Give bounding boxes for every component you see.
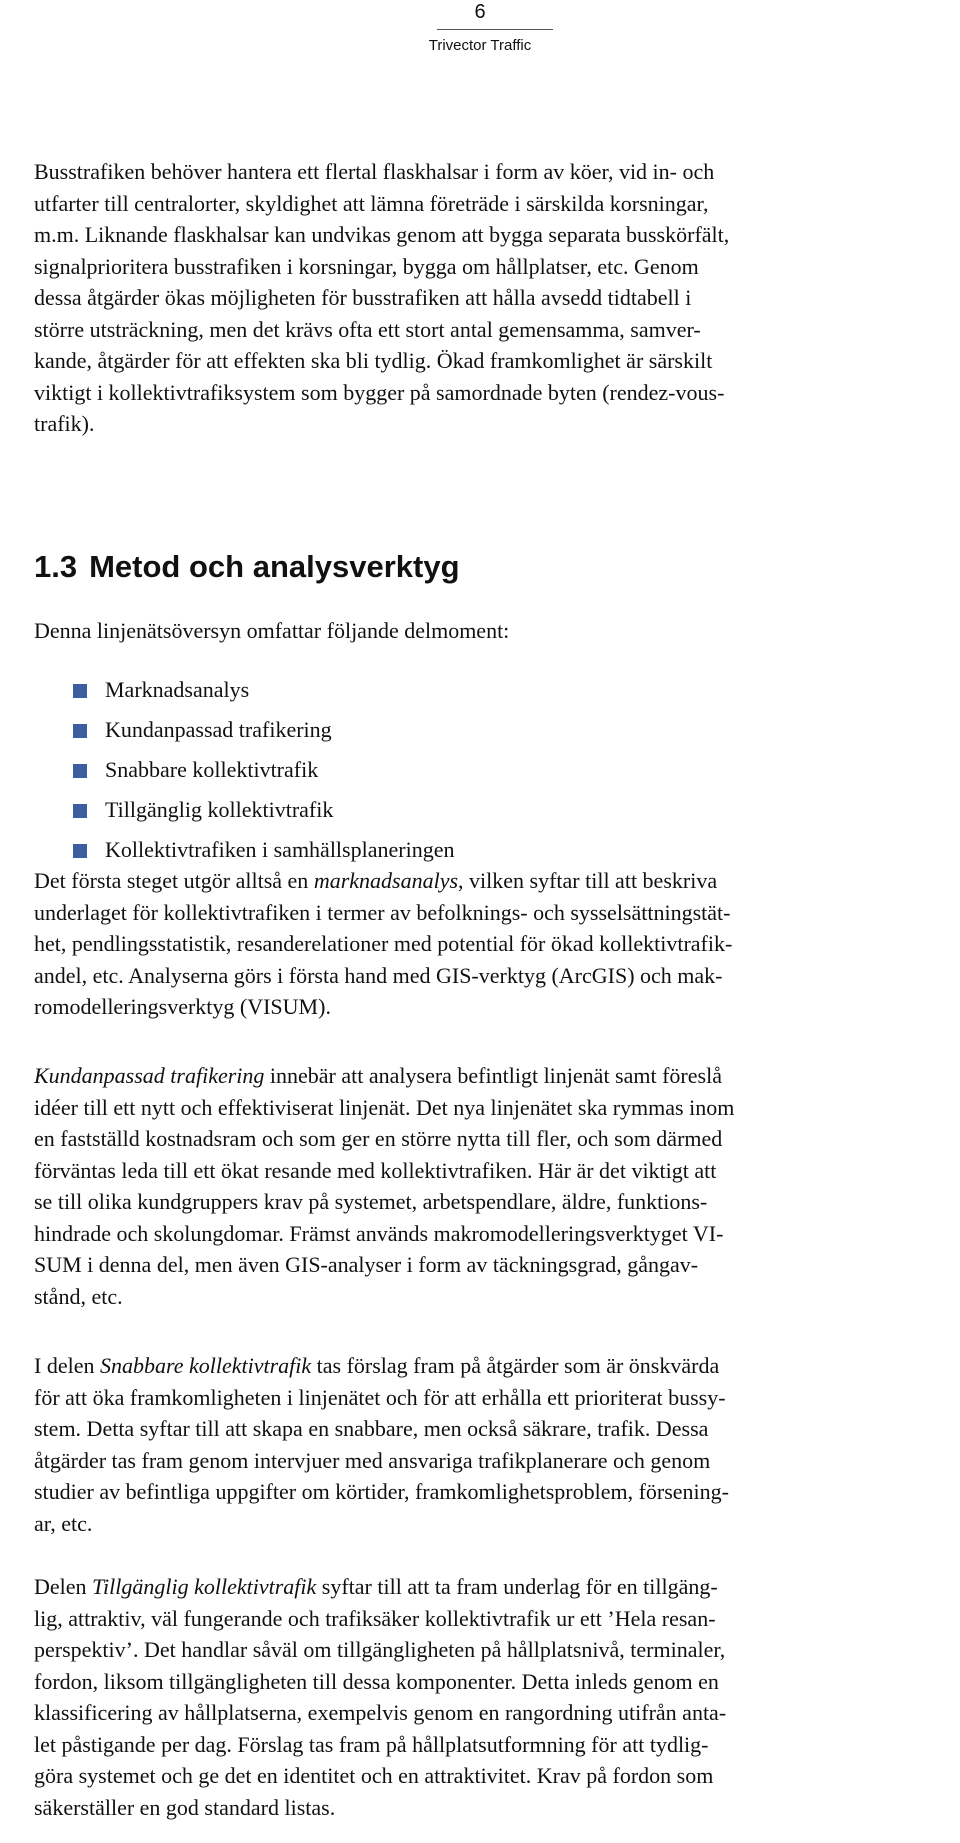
text-segment: Delen — [34, 1574, 93, 1599]
paragraph-line: göra systemet och ge det en identitet och en attraktivitet. Krav på fordon som — [34, 1763, 714, 1788]
paragraph-marknadsanalys — [34, 865, 960, 1023]
paragraph-line — [34, 865, 960, 897]
paragraph-line: förväntas leda till ett ökat resande med kollektivtrafiken. Här är det viktigt att — [34, 1157, 717, 1183]
paragraph-line: signalprioritera busstrafiken i korsningar, bygga om hållplatser, etc. Genom — [34, 253, 699, 279]
paragraph-line: se till olika kundgruppers krav på systemet, arbetspendlare, äldre, funktions- — [34, 1189, 708, 1214]
list-item — [73, 750, 454, 790]
section-heading — [34, 549, 460, 585]
paragraph-line: lig, attraktiv, väl fungerande och trafiksäker kollektivtrafik ur ett ’Hela resan- — [34, 1605, 716, 1631]
paragraph-line: klassificering av hållplatserna, exempelvis genom en rangordning utifrån anta- — [34, 1700, 727, 1725]
paragraph-line: stånd, etc. — [34, 1283, 123, 1309]
paragraph-line: större utsträckning, men det krävs ofta ett stort antal gemensamma, samver- — [34, 316, 701, 342]
bullet-square-icon — [73, 684, 87, 698]
paragraph-flaskhalsar — [34, 156, 960, 440]
paragraph-line: Busstrafiken behöver hantera ett flertal flaskhalsar i form av köer, vid in- och — [34, 159, 715, 184]
paragraph-line: dessa åtgärder ökas möjligheten för busstrafiken att hålla avsedd tidtabell i — [34, 285, 692, 310]
bullet-square-icon — [73, 764, 87, 778]
emphasis-term: marknadsanalys — [313, 868, 459, 893]
text-segment: Det första steget utgör alltså en — [34, 868, 314, 893]
paragraph-line: utfarter till centralorter, skyldighet att lämna företräde i särskilda korsningar, — [34, 190, 709, 216]
paragraph-line: m.m. Liknande flaskhalsar kan undvikas genom att bygga separata busskörfält, — [34, 222, 730, 247]
list-item — [73, 790, 454, 830]
list-item — [73, 830, 454, 870]
paragraph-line: kande, åtgärder för att effekten ska bli tydlig. Ökad framkomlighet är särskilt — [34, 348, 713, 373]
paragraph-line: säkerställer en god standard listas. — [34, 1794, 336, 1820]
delmoment-list — [73, 670, 454, 870]
bullet-square-icon — [73, 844, 87, 858]
bullet-square-icon — [73, 804, 87, 818]
paragraph-line: perspektiv’. Det handlar såväl om tillgängligheten på hållplatsnivå, terminaler, — [34, 1637, 726, 1662]
paragraph-line: åtgärder tas fram genom intervjuer med ansvariga trafikplanerare och genom — [34, 1447, 711, 1473]
list-item — [73, 670, 454, 710]
paragraph-line: en fastställd kostnadsram och som ger en större nytta till fler, och som därmed — [34, 1126, 723, 1151]
paragraph-line: för att öka framkomligheten i linjenätet och för att erhålla ett prioriterat bussy- — [34, 1384, 726, 1410]
paragraph-line: fordon, liksom tillgängligheten till dessa komponenter. Detta inleds genom en — [34, 1668, 719, 1694]
paragraph-line — [34, 1350, 960, 1382]
paragraph-line: studier av befintliga uppgifter om körtider, framkomlighetsproblem, försening- — [34, 1479, 729, 1504]
paragraph-line: hindrade och skolungdomar. Främst används makromodelleringsverktyget VI- — [34, 1220, 724, 1246]
paragraph-line: stem. Detta syftar till att skapa en snabbare, men också säkrare, trafik. Dessa — [34, 1416, 709, 1441]
paragraph-line: ar, etc. — [34, 1510, 93, 1536]
emphasis-term: Tillgänglig kollektivtrafik — [92, 1574, 317, 1599]
paragraph-line: trafik). — [34, 411, 95, 436]
paragraph-kundanpassad — [34, 1060, 960, 1312]
paragraph-line: romodelleringsverktyg (VISUM). — [34, 994, 331, 1019]
paragraph-line — [34, 1571, 960, 1603]
section-number: 1.3 — [34, 549, 78, 584]
text-segment: syftar till att ta fram underlag för en tillgäng- — [316, 1574, 718, 1599]
text-segment: I delen — [34, 1353, 100, 1378]
text-segment: tas förslag fram på åtgärder som är önskvärda — [311, 1353, 720, 1378]
paragraph-line: SUM i denna del, men även GIS-analyser i form av täckningsgrad, gångav- — [34, 1252, 699, 1277]
paragraph-snabbare — [34, 1350, 960, 1539]
list-item — [73, 710, 454, 750]
company-name: Trivector Traffic — [428, 37, 532, 54]
list-item-label: Tillgänglig kollektivtrafik — [105, 797, 334, 822]
text-segment: innebär att analysera befintligt linjenät samt föreslå — [264, 1063, 722, 1088]
list-item-label: Kollektivtrafiken i samhällsplaneringen — [105, 837, 455, 862]
paragraph-line — [34, 1060, 960, 1092]
emphasis-term: Kundanpassad trafikering — [34, 1063, 265, 1088]
section-title: Metod och analysverktyg — [89, 549, 460, 584]
header-rule — [437, 29, 553, 30]
paragraph-line: viktigt i kollektivtrafiksystem som bygger på samordnade byten (rendez-vous- — [34, 379, 725, 405]
paragraph-line: andel, etc. Analyserna görs i första hand med GIS-verktyg (ArcGIS) och mak- — [34, 962, 723, 988]
list-item-label: Snabbare kollektivtrafik — [105, 757, 319, 782]
paragraph-line: let påstigande per dag. Förslag tas fram på hållplatsutformning för att tydlig- — [34, 1731, 709, 1757]
list-item-label: Marknadsanalys — [105, 677, 250, 702]
text-segment: , vilken syftar till att beskriva — [458, 868, 718, 893]
bullet-square-icon — [73, 724, 87, 738]
emphasis-term: Snabbare kollektivtrafik — [99, 1353, 312, 1378]
paragraph-line: underlaget för kollektivtrafiken i termer av befolknings- och sysselsättningstät- — [34, 899, 731, 925]
intro-paragraph — [34, 615, 960, 647]
list-item-label: Kundanpassad trafikering — [105, 717, 332, 742]
paragraph-line: het, pendlingsstatistik, resanderelationer med potential för ökad kollektivtrafik- — [34, 931, 733, 956]
paragraph-tillganglig — [34, 1571, 960, 1823]
intro-text: Denna linjenätsöversyn omfattar följande delmoment: — [34, 618, 510, 643]
paragraph-line: idéer till ett nytt och effektiviserat linjenät. Det nya linjenätet ska rymmas inom — [34, 1094, 735, 1120]
page-number: 6 — [474, 1, 486, 23]
